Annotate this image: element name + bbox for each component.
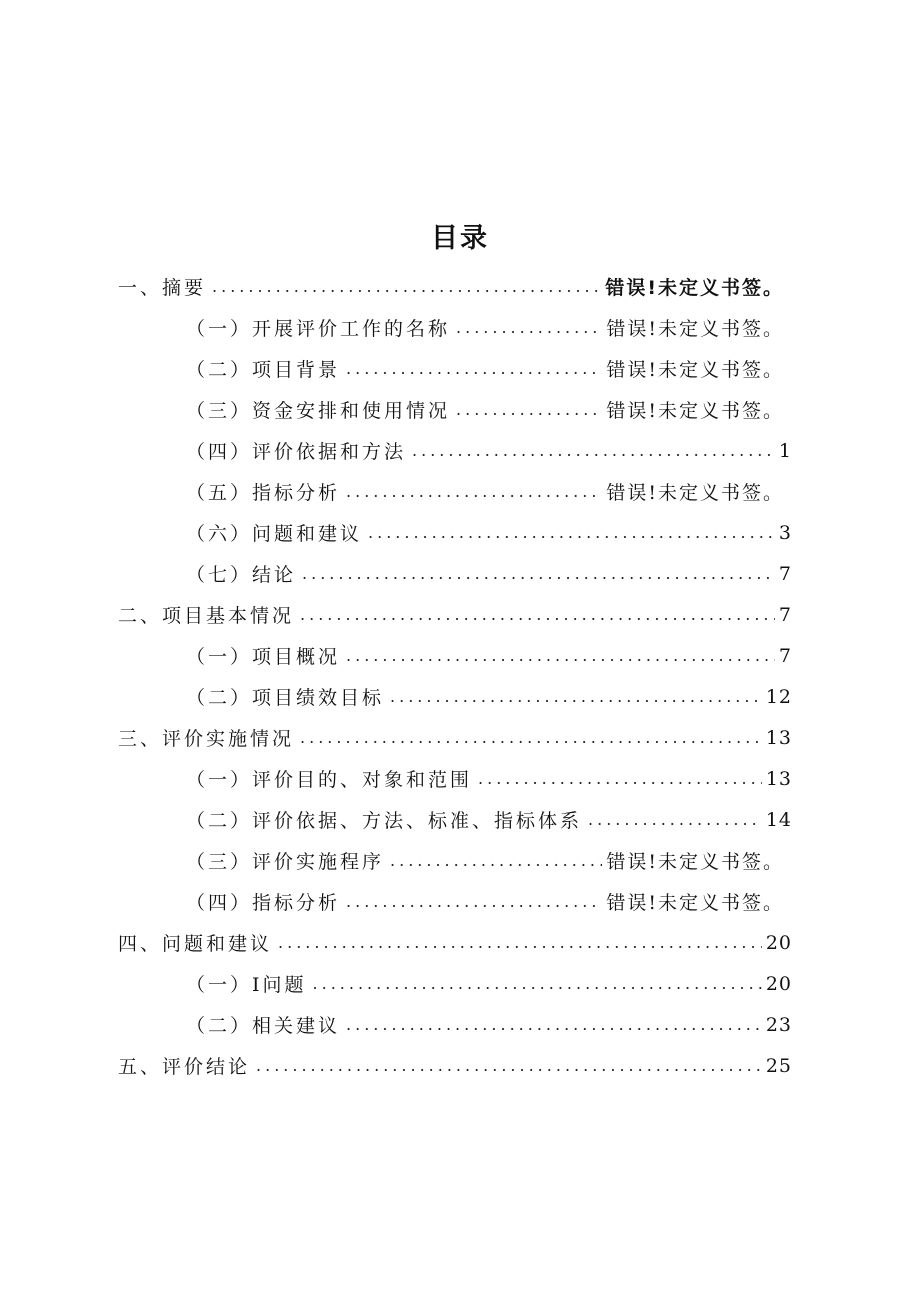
toc-entry-section[interactable] [0,881,920,922]
toc-entry-section[interactable] [0,635,920,676]
toc-entry-section[interactable] [0,1004,920,1045]
toc-entry-label: （二）评价依据、方法、标准、指标体系 [186,810,583,832]
toc-page-number: 14 [765,808,792,831]
toc-entry-label: （一）项目概况 [186,646,341,668]
toc-entry-section[interactable] [0,799,920,840]
toc-page-number: 20 [765,931,792,954]
toc-entry-label: （三）资金安排和使用情况 [186,400,451,422]
toc-entry-label: 五、评价结论 [118,1056,251,1078]
toc-page-number: 7 [778,644,792,667]
toc-page-number: 13 [765,726,792,749]
toc-entry-chapter[interactable] [0,922,920,963]
toc-entry-label: （一）I问题 [186,974,307,996]
toc-entry-label: （七）结论 [186,564,297,586]
toc-dot-leader [346,891,602,913]
toc-entry-section[interactable] [0,471,920,512]
toc-page-number: 20 [765,972,792,995]
toc-page-number: 23 [765,1013,792,1036]
toc-entry-section[interactable] [0,963,920,1004]
toc-entry-chapter[interactable] [0,1045,920,1086]
toc-entry-label: 三、评价实施情况 [118,728,295,750]
toc-dot-leader [300,604,775,626]
toc-dot-leader [390,686,762,708]
toc-entry-section[interactable] [0,512,920,553]
toc-entry-section[interactable] [0,840,920,881]
toc-entry-section[interactable] [0,307,920,348]
toc-entry-section[interactable] [0,676,920,717]
toc-page-error: 错误!未定义书签。 [605,277,784,299]
toc-dot-leader [390,850,602,872]
toc-entry-label: （二）项目背景 [186,359,341,381]
toc-entry-label: 四、问题和建议 [118,933,273,955]
toc-page-number: 7 [778,603,792,626]
toc-entry-section[interactable] [0,553,920,594]
toc-page-error: 错误!未定义书签。 [606,359,784,381]
toc-entry-label: （四）指标分析 [186,892,341,914]
toc-entry-chapter[interactable] [0,266,920,307]
toc-dot-leader [278,932,762,954]
toc-dot-leader [256,1055,762,1077]
toc-dot-leader [212,276,601,298]
toc-entry-label: （三）评价实施程序 [186,851,385,873]
toc-entry-section[interactable] [0,758,920,799]
toc-dot-leader [302,563,775,585]
toc-entry-label: 一、摘要 [118,277,207,299]
toc-entry-label: （二）相关建议 [186,1015,341,1037]
toc-page-error: 错误!未定义书签。 [606,482,784,504]
toc-page-number: 7 [778,562,792,585]
toc-page-number: 12 [765,685,792,708]
toc-page-number: 13 [765,767,792,790]
toc-dot-leader [346,358,602,380]
toc-entry-label: （一）开展评价工作的名称 [186,318,451,340]
toc-entry-section[interactable] [0,348,920,389]
toc-page-error: 错误!未定义书签。 [606,400,784,422]
toc-dot-leader [346,1014,762,1036]
toc-dot-leader [346,481,602,503]
toc-dot-leader [412,440,775,462]
toc-dot-leader [478,768,762,790]
toc-entry-chapter[interactable] [0,717,920,758]
toc-entry-section[interactable] [0,389,920,430]
toc-entry-label: （四）评价依据和方法 [186,441,407,463]
toc-page-error: 错误!未定义书签。 [606,892,784,914]
toc-entry-section[interactable] [0,430,920,471]
toc-dot-leader [456,317,602,339]
toc-entry-label: （五）指标分析 [186,482,341,504]
toc-title: 目录 [431,223,489,254]
toc-entry-chapter[interactable] [0,594,920,635]
toc-dot-leader [588,809,762,831]
toc-page-error: 错误!未定义书签。 [606,851,784,873]
toc-dot-leader [368,522,775,544]
toc-entry-label: 二、项目基本情况 [118,605,295,627]
toc-page-number: 1 [778,439,792,462]
toc-page-number: 3 [778,521,792,544]
toc-entry-label: （一）评价目的、对象和范围 [186,769,473,791]
toc-entry-label: （六）问题和建议 [186,523,363,545]
toc-dot-leader [300,727,762,749]
toc-page-number: 25 [765,1054,792,1077]
toc-page-error: 错误!未定义书签。 [606,318,784,340]
table-of-contents [0,266,920,1086]
toc-dot-leader [456,399,602,421]
toc-dot-leader [346,645,775,667]
toc-dot-leader [313,973,762,995]
toc-entry-label: （二）项目绩效目标 [186,687,385,709]
